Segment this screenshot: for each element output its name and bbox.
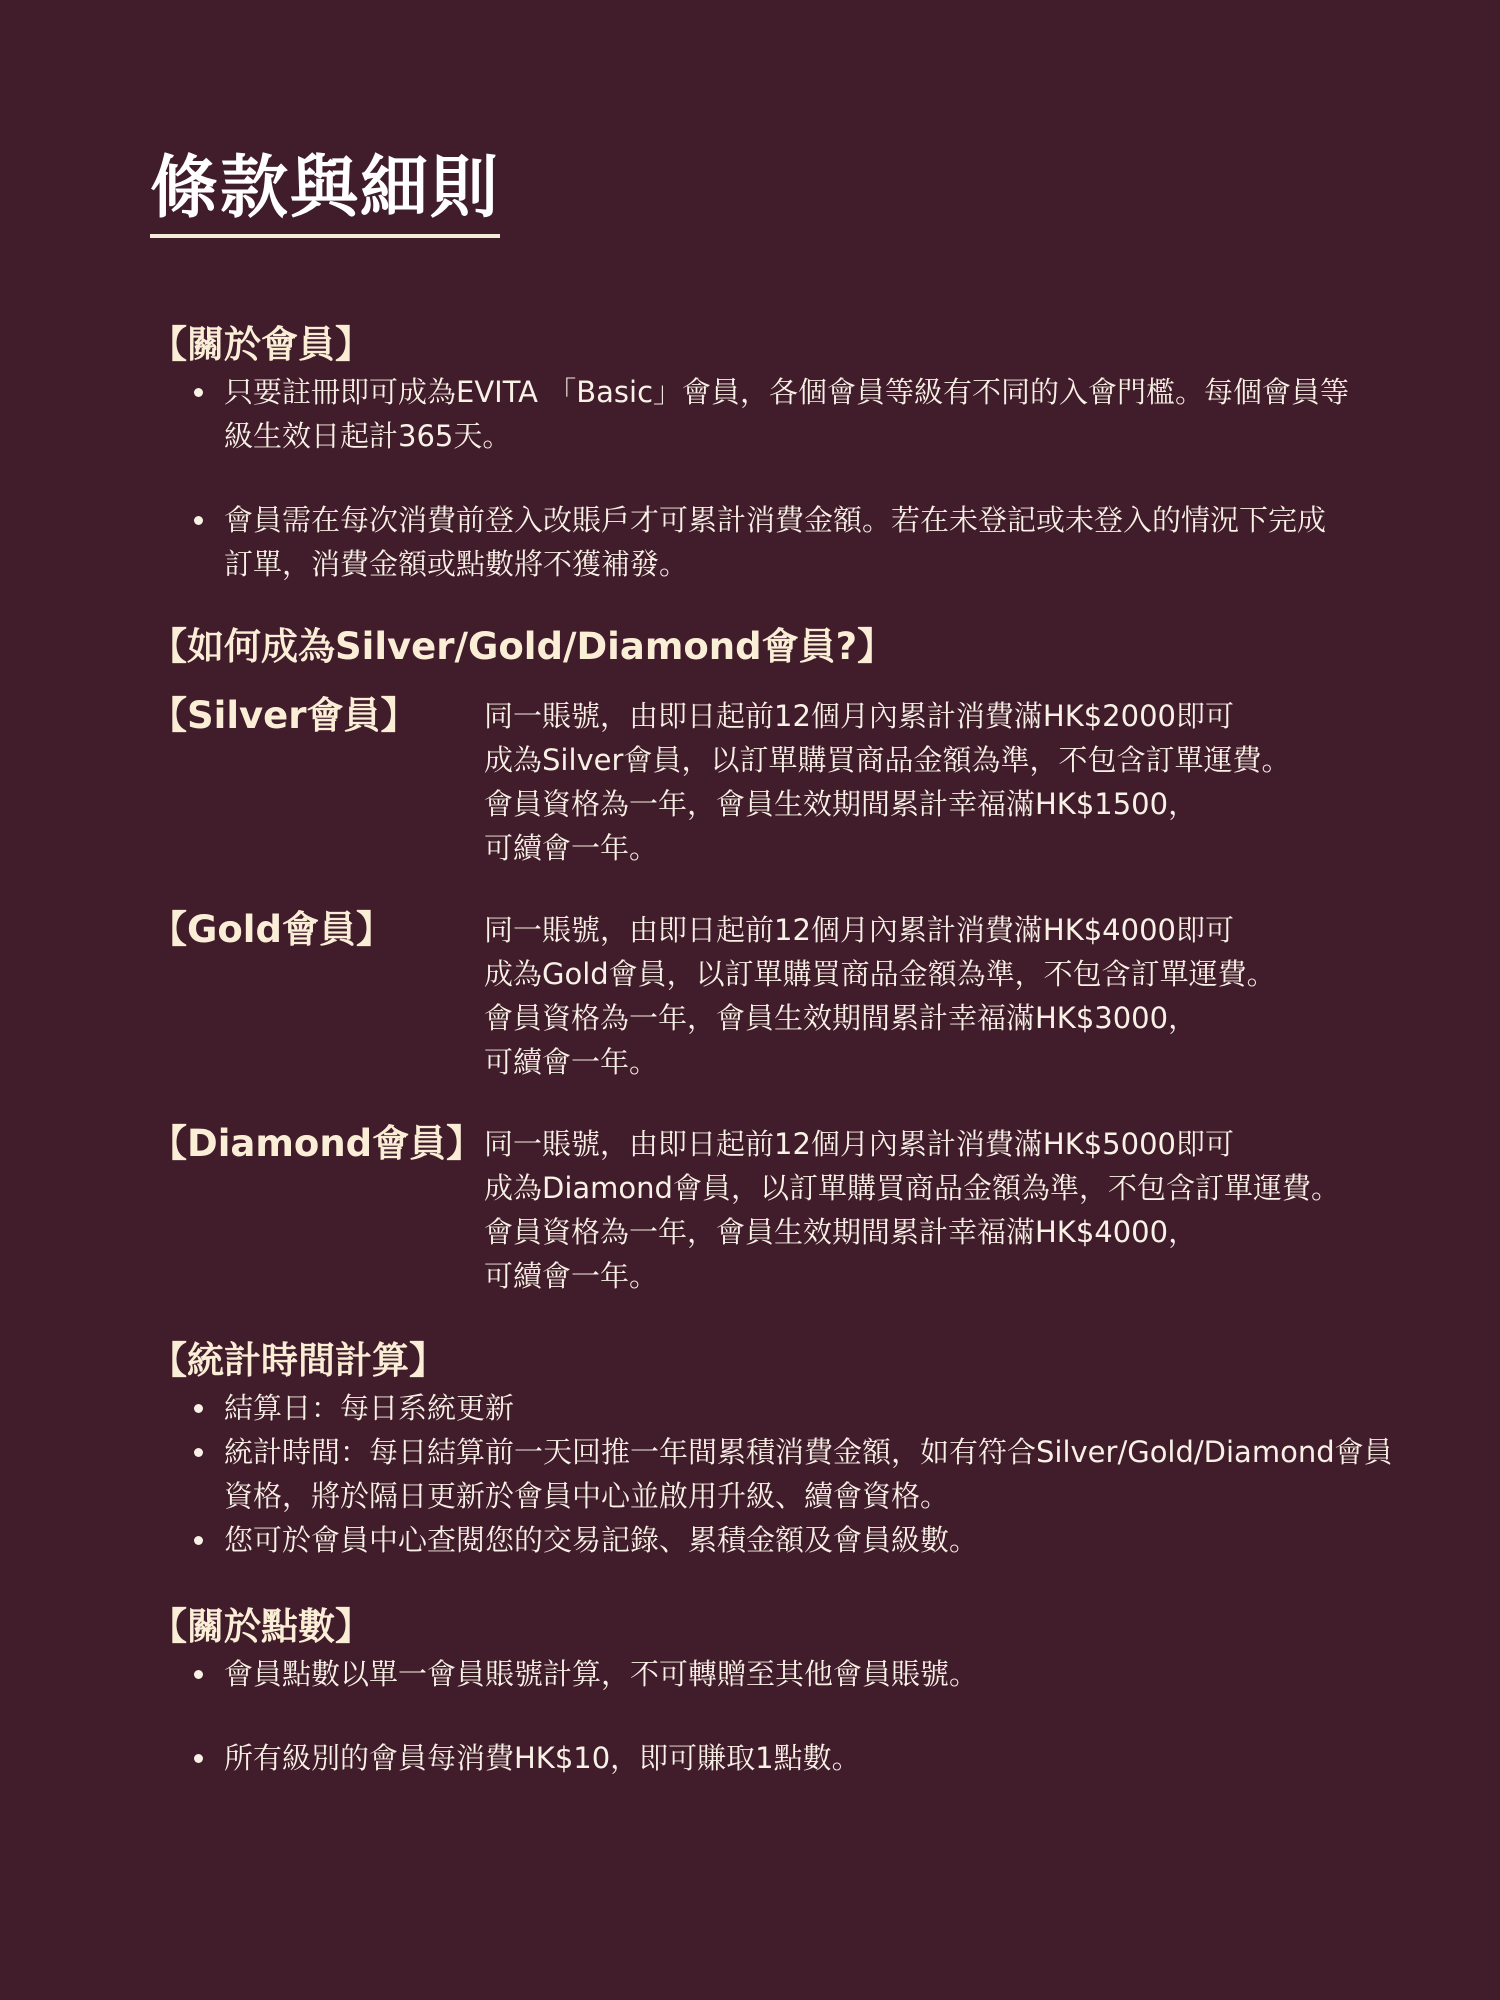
list-item: 您可於會員中心查閱您的交易記錄、累積金額及會員級數。 [194, 1518, 1420, 1562]
tier-description-line: 同一賬號，由即日起前12個月內累計消費滿HK$4000即可 [484, 913, 1234, 947]
tier-name-silver: 【Silver會員】 [150, 694, 418, 737]
tier-description-line: 成為Silver會員，以訂單購買商品金額為準，不包含訂單運費。 [484, 743, 1291, 777]
list-item: 統計時間：每日結算前一天回推一年間累積消費金額，如有符合Silver/Gold/Diamond會員資格，將於隔日更新於會員中心並啟用升級、續會資格。 [194, 1430, 1420, 1518]
tier-description-gold [484, 908, 1420, 1084]
tier-name-gold: 【Gold會員】 [150, 908, 393, 951]
tier-description-line: 可續會一年。 [484, 831, 659, 865]
tier-description-diamond [484, 1122, 1420, 1298]
tier-description-line: 可續會一年。 [484, 1259, 659, 1293]
section-heading-upgrade: 【如何成為Silver/Gold/Diamond會員?】 [150, 625, 895, 668]
tier-description-line: 可續會一年。 [484, 1045, 659, 1079]
tier-description-line: 成為Gold會員，以訂單購買商品金額為準，不包含訂單運費。 [484, 957, 1276, 991]
tier-row-diamond [150, 1122, 1420, 1298]
section-heading-points: 【關於點數】 [150, 1605, 372, 1648]
tier-list [150, 694, 1420, 1298]
points-list [150, 1652, 1420, 1780]
list-item: 會員點數以單一會員賬號計算，不可轉贈至其他會員賬號。 [194, 1652, 1420, 1696]
list-item: 只要註冊即可成為EVITA 「Basic」會員，各個會員等級有不同的入會門檻。每個會員等級生效日起計365天。 [194, 370, 1354, 458]
tier-description-line: 會員資格為一年，會員生效期間累計幸福滿HK$1500， [484, 787, 1198, 821]
tier-description-line: 同一賬號，由即日起前12個月內累計消費滿HK$5000即可 [484, 1127, 1234, 1161]
stats-list [150, 1386, 1420, 1562]
tier-name-diamond: 【Diamond會員】 [150, 1122, 484, 1165]
tier-description-line: 會員資格為一年，會員生效期間累計幸福滿HK$4000， [484, 1215, 1198, 1249]
list-item: 所有級別的會員每消費HK$10，即可賺取1點數。 [194, 1736, 1420, 1780]
tier-row-silver [150, 694, 1420, 870]
list-item: 結算日：每日系統更新 [194, 1386, 1420, 1430]
tier-row-gold [150, 908, 1420, 1084]
tier-description-silver [484, 694, 1420, 870]
tier-description-line: 同一賬號，由即日起前12個月內累計消費滿HK$2000即可 [484, 699, 1234, 733]
section-heading-membership: 【關於會員】 [150, 323, 372, 366]
section-heading-stats: 【統計時間計算】 [150, 1339, 446, 1382]
list-item: 會員需在每次消費前登入改賬戶才可累計消費金額。若在未登記或未登入的情況下完成訂單，消費金額或點數將不獲補發。 [194, 498, 1354, 586]
tier-description-line: 會員資格為一年，會員生效期間累計幸福滿HK$3000， [484, 1001, 1198, 1035]
page-title: 條款與細則 [150, 148, 500, 238]
membership-list [150, 370, 1354, 586]
tier-description-line: 成為Diamond會員，以訂單購買商品金額為準，不包含訂單運費。 [484, 1171, 1340, 1205]
